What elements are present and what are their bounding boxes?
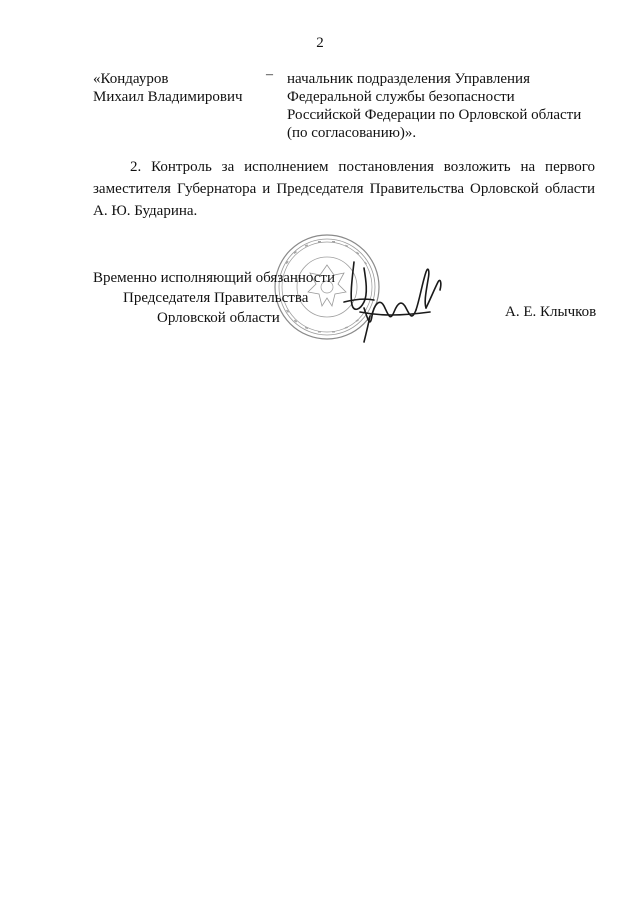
signatory-title-line: Временно исполняющий обязанности [93,270,336,286]
member-name-line: Михаил Владимирович [93,89,243,105]
paragraph-line: А. Ю. Бударина. [93,203,198,219]
paragraph-line: заместителя Губернатора и Председателя Правительства Орловской области [93,181,595,197]
position-line: (по согласованию)». [287,125,417,141]
handwritten-signature [330,250,450,345]
separator-dash: – [266,67,273,82]
page-number: 2 [316,35,324,51]
signatory-title-line: Орловской области [157,310,280,326]
position-line: Федеральной службы безопасности [287,89,515,105]
position-line: начальник подразделения Управления [287,71,530,87]
member-name [93,70,243,106]
position-line: Российской Федерации по Орловской области [287,107,582,123]
member-position [287,70,581,142]
paragraph-2 [93,156,595,222]
paragraph-line: 2. Контроль за исполнением постановления возложить на первого [130,159,595,175]
signatory-title [93,268,335,328]
signatory-title-line: Председателя Правительства [123,290,309,306]
signer-name: А. Е. Клычков [505,304,597,320]
member-name-line: «Кондауров [93,71,169,87]
